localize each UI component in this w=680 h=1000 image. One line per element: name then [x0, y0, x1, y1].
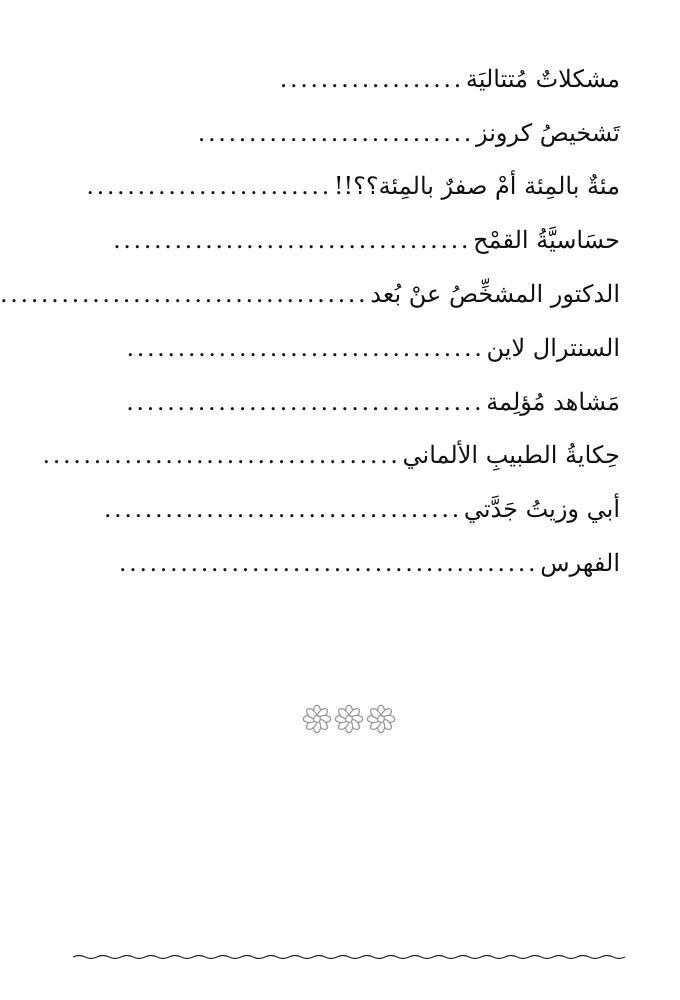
toc-entry [136, 106, 620, 160]
wavy-line-divider [73, 950, 625, 964]
toc-entry-dot-leader: ................................... [103, 495, 462, 524]
flower-ornament-icon [302, 704, 332, 734]
section-ornament [17, 704, 680, 734]
toc-entry-title: حِكايةُ الطبيبِ الألماني [402, 441, 620, 470]
toc-entry-title: مئةٌ بالمِئة أمْ صفرٌ بالمِئة؟؟!! [333, 172, 620, 201]
toc-entry [86, 160, 620, 214]
toc-entry-dot-leader: ................................... [126, 387, 485, 416]
toc-entry-title: الفهرس [540, 549, 620, 578]
toc-entry [136, 52, 620, 106]
toc-entry-dot-leader: ........................... [197, 118, 474, 147]
toc-entry-dot-leader: ................................... [126, 333, 485, 362]
toc-entry-title: تَشخيصُ كرونز [475, 118, 620, 147]
toc-entry-title: السنترال لاين [486, 333, 620, 362]
toc-entry-dot-leader: .................................... [0, 280, 369, 309]
toc-entry-title: الدكتور المشخِّصُ عنْ بُعد [370, 280, 620, 309]
toc-entry [0, 267, 620, 321]
flower-ornament-icon [334, 704, 364, 734]
toc-entry-dot-leader: ................................... [42, 441, 401, 470]
toc-entry [118, 536, 620, 590]
toc-entry [126, 321, 620, 375]
toc-entry-title: مَشاهد مُؤلِمة [486, 387, 620, 416]
toc-entry-dot-leader: ................................... [113, 226, 472, 255]
toc-entry-dot-leader: ........................ [86, 172, 332, 201]
toc-entry [103, 482, 620, 536]
toc-entry [126, 375, 620, 429]
toc-entry [42, 429, 620, 483]
toc-entry-dot-leader: .................. [279, 64, 464, 93]
flower-ornament-icon [366, 704, 396, 734]
toc-entry-dot-leader: ......................................... [118, 549, 539, 578]
toc-entry-title: حسَاسيَّةُ القمْح [473, 226, 620, 255]
toc-entry-title: أبي وزيتُ جَدَّتي [463, 495, 620, 524]
toc-entry-title: مشكلاتٌ مُتتاليَة [465, 64, 620, 93]
table-of-contents [0, 52, 620, 590]
toc-entry [113, 213, 620, 267]
